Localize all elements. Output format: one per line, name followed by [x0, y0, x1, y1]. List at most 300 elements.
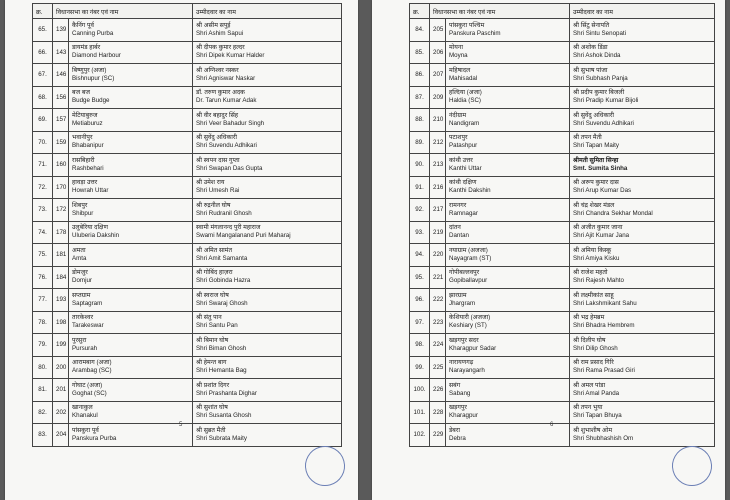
serial-number: 91.: [410, 176, 430, 199]
constituency-name-english: Kharagpur: [449, 412, 478, 420]
constituency-name-english: Arambag (SC): [72, 367, 112, 375]
table-row: [33, 176, 342, 199]
constituency-name-hindi: डोमजुर: [72, 269, 88, 277]
constituency-name-hindi: सप्तग्राम: [72, 291, 91, 299]
constituency-name: [69, 244, 193, 267]
candidate-name-hindi: श्री स्वराज घोष: [196, 291, 229, 299]
constituency-name-english: Saptagram: [72, 299, 103, 307]
constituency-name: [446, 199, 570, 222]
table-row: [410, 199, 715, 222]
candidate-name-hindi: श्री असीम सपुई: [196, 21, 231, 29]
constituency-name-hindi: डेबरा: [449, 426, 460, 434]
candidate-name-hindi: श्री तपन भुया: [573, 404, 603, 412]
constituency-name-english: Ramnagar: [449, 209, 478, 217]
constituency-name-hindi: बज बज: [72, 89, 90, 97]
constituency-name: [69, 86, 193, 109]
constituency-name-hindi: झारग्राम: [449, 291, 467, 299]
candidate-name-hindi: श्री तपन मैती: [573, 134, 602, 142]
document-page-right: [372, 0, 725, 500]
constituency-name-hindi: अमता: [72, 246, 86, 254]
candidate-name-hindi: श्री अमिया किस्कू: [573, 246, 612, 254]
constituency-name-english: Narayangarh: [449, 367, 485, 375]
serial-number: 100.: [410, 379, 430, 402]
constituency-number: 217: [430, 199, 446, 222]
table-row: [33, 244, 342, 267]
candidate-name: [570, 379, 715, 402]
constituency-name-hindi: रासबिहारी: [72, 156, 95, 164]
constituency-name: [446, 19, 570, 42]
constituency-name-hindi: मोयना: [449, 44, 463, 52]
candidate-name-english: Shri Agniswar Naskar: [196, 74, 256, 82]
table-row: [33, 41, 342, 64]
constituency-name-english: Pursurah: [72, 344, 98, 352]
candidate-name-english: Swami Mangalanand Puri Maharaj: [196, 232, 291, 240]
candidate-name: [193, 424, 342, 447]
constituency-name: [69, 356, 193, 379]
constituency-number: 160: [53, 154, 69, 177]
candidate-name-hindi: श्री सुब्रत मैती: [196, 426, 226, 434]
table-row: [33, 64, 342, 87]
table-row: [33, 221, 342, 244]
constituency-name-english: Tarakeswar: [72, 322, 104, 330]
constituency-name-hindi: खड़गपुर सदर: [449, 336, 479, 344]
table-row: [33, 266, 342, 289]
candidate-name-english: Shri Amiya Kisku: [573, 254, 620, 262]
constituency-name: [69, 199, 193, 222]
serial-number: 79.: [33, 334, 53, 357]
candidate-name-hindi: श्री अजीत कुमार जाना: [573, 224, 623, 232]
constituency-name-hindi: पांसकुरा पूर्व: [72, 426, 99, 434]
candidate-table-left: [32, 3, 342, 447]
constituency-name-hindi: सबंग: [449, 381, 461, 389]
constituency-name-hindi: हल्दिया (अजा): [449, 89, 482, 97]
constituency-name-english: Diamond Harbour: [72, 52, 121, 60]
constituency-name: [446, 266, 570, 289]
candidate-name-hindi: श्रीमती सुमिता सिन्हा: [573, 156, 619, 164]
serial-number: 66.: [33, 41, 53, 64]
table-row: [33, 379, 342, 402]
table-row: [410, 334, 715, 357]
constituency-name-english: Sabang: [449, 389, 471, 397]
constituency-number: 220: [430, 244, 446, 267]
constituency-name-english: Moyna: [449, 52, 468, 60]
table-row: [410, 64, 715, 87]
candidate-name-english: Shri Hemanta Bag: [196, 367, 247, 375]
constituency-number: 159: [53, 131, 69, 154]
candidate-name-hindi: श्री राम प्रसाद गिरि: [573, 359, 614, 367]
constituency-number: 213: [430, 154, 446, 177]
candidate-name-hindi: श्री संतु पान: [196, 314, 222, 322]
candidate-name: [193, 289, 342, 312]
constituency-name: [69, 154, 193, 177]
candidate-name-english: Shri Tapan Maity: [573, 142, 619, 150]
constituency-name: [446, 86, 570, 109]
table-row: [33, 401, 342, 424]
constituency-name-english: Dantan: [449, 232, 469, 240]
candidate-name: [570, 86, 715, 109]
constituency-name-hindi: डायमंड हार्बर: [72, 44, 101, 52]
serial-number: 83.: [33, 424, 53, 447]
table-row: [410, 424, 715, 447]
candidate-name-hindi: श्री प्रशांत दिगर: [196, 381, 230, 389]
candidate-name-english: Shri Tapan Bhuya: [573, 412, 622, 420]
constituency-number: 228: [430, 401, 446, 424]
constituency-name: [69, 334, 193, 357]
constituency-name: [69, 19, 193, 42]
constituency-name-english: Kharagpur Sadar: [449, 344, 497, 352]
constituency-name: [69, 424, 193, 447]
table-row: [410, 131, 715, 154]
constituency-name-english: Khanakul: [72, 412, 98, 420]
candidate-name: [570, 199, 715, 222]
candidate-name-english: Shri Veer Bahadur Singh: [196, 119, 265, 127]
constituency-name-hindi: मेटियाबुरुज: [72, 111, 98, 119]
candidate-name: [193, 401, 342, 424]
constituency-name: [69, 401, 193, 424]
serial-number: 94.: [410, 244, 430, 267]
serial-number: 80.: [33, 356, 53, 379]
serial-number: 71.: [33, 154, 53, 177]
serial-number: 74.: [33, 221, 53, 244]
candidate-name: [570, 334, 715, 357]
candidate-name: [570, 289, 715, 312]
candidate-name-english: Shri Subrata Maity: [196, 434, 247, 442]
document-page-left: [5, 0, 358, 500]
serial-number: 76.: [33, 266, 53, 289]
candidate-name: [570, 311, 715, 334]
candidate-name-english: Shri Chandra Sekhar Mondal: [573, 209, 653, 217]
candidate-name-english: Shri Suvendu Adhikari: [573, 119, 634, 127]
candidate-name-hindi: श्री अग्निश्वर नस्कर: [196, 66, 239, 74]
candidate-name-english: Shri Shubhashish Om: [573, 434, 634, 442]
constituency-name: [446, 64, 570, 87]
constituency-name-hindi: उलुबेरिया दक्षिण: [72, 224, 108, 232]
col-header-no: क्र.: [33, 4, 53, 19]
constituency-name-hindi: बिष्णुपुर (अजा): [72, 66, 107, 74]
serial-number: 89.: [410, 131, 430, 154]
candidate-name: [193, 154, 342, 177]
constituency-name-english: Haldia (SC): [449, 97, 481, 105]
table-row: [33, 334, 342, 357]
serial-number: 97.: [410, 311, 430, 334]
constituency-number: 200: [53, 356, 69, 379]
table-row: [410, 401, 715, 424]
constituency-name-english: Uluberia Dakshin: [72, 232, 120, 240]
constituency-name-hindi: गोघाट (अजा): [72, 381, 103, 389]
constituency-name-english: Bishnupur (SC): [72, 74, 115, 82]
serial-number: 78.: [33, 311, 53, 334]
table-row: [410, 154, 715, 177]
candidate-name-english: Shri Amal Panda: [573, 389, 620, 397]
constituency-name: [69, 221, 193, 244]
candidate-name-english: Shri Pradip Kumar Bijoli: [573, 97, 639, 105]
candidate-name: [193, 379, 342, 402]
candidate-name-english: Shri Arup Kumar Das: [573, 187, 632, 195]
constituency-number: 202: [53, 401, 69, 424]
constituency-number: 170: [53, 176, 69, 199]
constituency-name-hindi: कांथी दक्षिण: [449, 179, 477, 187]
constituency-name-hindi: महिषादल: [449, 66, 471, 74]
constituency-name: [69, 109, 193, 132]
candidate-name-english: Shri Ashok Dinda: [573, 52, 621, 60]
table-row: [410, 244, 715, 267]
candidate-name: [570, 154, 715, 177]
table-row: [33, 424, 342, 447]
constituency-name: [69, 64, 193, 87]
constituency-name-hindi: पांसकुरा पश्चिम: [449, 21, 485, 29]
candidate-name-hindi: श्री सिंटु सेनापति: [573, 21, 610, 29]
serial-number: 69.: [33, 109, 53, 132]
candidate-name-hindi: श्री दिलीप घोष: [573, 336, 606, 344]
candidate-name: [570, 109, 715, 132]
candidate-name-hindi: श्री सुवेंदु अधिकारी: [196, 134, 237, 142]
constituency-number: 206: [430, 41, 446, 64]
constituency-name-english: Metiaburuz: [72, 119, 103, 127]
serial-number: 81.: [33, 379, 53, 402]
constituency-name: [446, 356, 570, 379]
candidate-name-hindi: श्री चंद्र शेखर मंडल: [573, 201, 615, 209]
constituency-name-hindi: पुरसुरा: [72, 336, 87, 344]
constituency-name-english: Goghat (SC): [72, 389, 107, 397]
candidate-name-hindi: श्री राजेश महतो: [573, 269, 608, 277]
constituency-number: 172: [53, 199, 69, 222]
candidate-name-english: Shri Umesh Rai: [196, 187, 240, 195]
constituency-name-english: Kanthi Dakshin: [449, 187, 491, 195]
page-number: 6: [550, 422, 554, 428]
candidate-name-english: Shri Suvendu Adhikari: [196, 142, 257, 150]
constituency-name: [69, 131, 193, 154]
serial-number: 101.: [410, 401, 430, 424]
candidate-name-hindi: श्री वीर बहादुर सिंह: [196, 111, 239, 119]
constituency-name-hindi: शिबपुर: [72, 201, 88, 209]
table-row: [410, 379, 715, 402]
constituency-name-english: Shibpur: [72, 209, 94, 217]
constituency-name-english: Amta: [72, 254, 87, 262]
constituency-name-english: Nandigram: [449, 119, 480, 127]
constituency-number: 201: [53, 379, 69, 402]
constituency-name-english: Mahisadal: [449, 74, 478, 82]
candidate-name-english: Shri Ashim Sapui: [196, 29, 244, 37]
candidate-name: [193, 334, 342, 357]
constituency-name: [446, 379, 570, 402]
serial-number: 90.: [410, 154, 430, 177]
constituency-name-hindi: खड़गपुर: [449, 404, 467, 412]
constituency-number: 156: [53, 86, 69, 109]
candidate-name: [193, 244, 342, 267]
serial-number: 95.: [410, 266, 430, 289]
constituency-name: [446, 289, 570, 312]
table-row: [410, 19, 715, 42]
candidate-name: [193, 311, 342, 334]
constituency-name-english: Domjur: [72, 277, 92, 285]
candidate-name-hindi: श्री रुद्रनील घोष: [196, 201, 231, 209]
candidate-name-english: Shri Bhadra Hembrem: [573, 322, 635, 330]
serial-number: 86.: [410, 64, 430, 87]
table-row: [33, 131, 342, 154]
table-row: [410, 289, 715, 312]
constituency-number: 212: [430, 131, 446, 154]
constituency-number: 216: [430, 176, 446, 199]
constituency-name: [446, 109, 570, 132]
constituency-name-hindi: रामनगर: [449, 201, 467, 209]
candidate-name-english: Shri Ajit Kumar Jana: [573, 232, 630, 240]
col-header-no: क्र.: [410, 4, 430, 19]
constituency-name-hindi: खानाकुल: [72, 404, 93, 412]
serial-number: 77.: [33, 289, 53, 312]
constituency-name-hindi: केशियारी (अजजा): [449, 314, 491, 322]
constituency-name-hindi: नयाग्राम (अजजा): [449, 246, 488, 254]
constituency-name: [446, 154, 570, 177]
constituency-number: 184: [53, 266, 69, 289]
constituency-name: [446, 244, 570, 267]
constituency-number: 193: [53, 289, 69, 312]
constituency-number: 225: [430, 356, 446, 379]
serial-number: 87.: [410, 86, 430, 109]
constituency-name-english: Nayagram (ST): [449, 254, 492, 262]
constituency-name: [446, 221, 570, 244]
table-row: [410, 221, 715, 244]
constituency-name: [69, 176, 193, 199]
serial-number: 65.: [33, 19, 53, 42]
constituency-name: [446, 131, 570, 154]
candidate-name: [570, 401, 715, 424]
candidate-name-hindi: श्री स्वपन दास गुप्ता: [196, 156, 240, 164]
candidate-name-english: Shri Rajesh Mahto: [573, 277, 624, 285]
candidate-name-english: Shri Lakshmikant Sahu: [573, 299, 637, 307]
serial-number: 73.: [33, 199, 53, 222]
candidate-name-english: Shri Santu Pan: [196, 322, 238, 330]
serial-number: 84.: [410, 19, 430, 42]
constituency-number: 219: [430, 221, 446, 244]
candidate-name-hindi: श्री गोबिंद हाज़रा: [196, 269, 233, 277]
constituency-name: [446, 311, 570, 334]
serial-number: 93.: [410, 221, 430, 244]
constituency-name-english: Bhabanipur: [72, 142, 104, 150]
candidate-name: [193, 131, 342, 154]
candidate-name-english: Shri Gobinda Hazra: [196, 277, 251, 285]
constituency-number: 204: [53, 424, 69, 447]
constituency-number: 146: [53, 64, 69, 87]
candidate-name-english: Dr. Tarun Kumar Adak: [196, 97, 257, 105]
constituency-number: 221: [430, 266, 446, 289]
constituency-name-english: Kanthi Uttar: [449, 164, 482, 172]
col-header-candidate: उम्मीदवार का नाम: [193, 4, 342, 19]
candidate-name: [570, 176, 715, 199]
candidate-name-english: Shri Sintu Senopati: [573, 29, 626, 37]
serial-number: 98.: [410, 334, 430, 357]
constituency-number: 143: [53, 41, 69, 64]
candidate-name: [193, 266, 342, 289]
candidate-name-english: Shri Dipek Kumar Halder: [196, 52, 265, 60]
candidate-name-hindi: श्री बिमान घोष: [196, 336, 229, 344]
table-row: [33, 86, 342, 109]
candidate-name: [570, 131, 715, 154]
candidate-name: [193, 221, 342, 244]
serial-number: 99.: [410, 356, 430, 379]
serial-number: 70.: [33, 131, 53, 154]
table-row: [33, 154, 342, 177]
constituency-number: 222: [430, 289, 446, 312]
candidate-name-hindi: श्री लक्ष्मीकांत साहू: [573, 291, 614, 299]
constituency-name-hindi: तारकेश्वर: [72, 314, 94, 322]
constituency-name-english: Howrah Uttar: [72, 187, 109, 195]
constituency-name: [69, 379, 193, 402]
constituency-name-hindi: नारायणगढ़: [449, 359, 474, 367]
serial-number: 75.: [33, 244, 53, 267]
constituency-name: [69, 41, 193, 64]
candidate-name-english: Shri Amit Samanta: [196, 254, 248, 262]
candidate-name: [193, 356, 342, 379]
table-row: [410, 356, 715, 379]
constituency-number: 181: [53, 244, 69, 267]
candidate-name-english: Shri Susanta Ghosh: [196, 412, 252, 420]
constituency-name-english: Patashpur: [449, 142, 478, 150]
candidate-name: [193, 64, 342, 87]
constituency-number: 207: [430, 64, 446, 87]
constituency-name-hindi: भवानीपुर: [72, 134, 93, 142]
constituency-number: 224: [430, 334, 446, 357]
constituency-name-hindi: आरामबाग (अजा): [72, 359, 112, 367]
col-header-constituency: विधानसभा का नंबर एवं नाम: [430, 4, 570, 19]
table-row: [410, 266, 715, 289]
candidate-name: [570, 221, 715, 244]
constituency-number: 226: [430, 379, 446, 402]
candidate-name: [570, 19, 715, 42]
candidate-name-english: Shri Dilip Ghosh: [573, 344, 618, 352]
constituency-name-english: Jhargram: [449, 299, 476, 307]
col-header-constituency: विधानसभा का नंबर एवं नाम: [53, 4, 193, 19]
serial-number: 88.: [410, 109, 430, 132]
candidate-name-hindi: श्री अमित सामंत: [196, 246, 233, 254]
office-seal-stamp: [301, 442, 350, 491]
constituency-number: 223: [430, 311, 446, 334]
candidate-name-hindi: श्री उमेश राय: [196, 179, 225, 187]
candidate-name-english: Shri Swapan Das Gupta: [196, 164, 263, 172]
table-row: [410, 311, 715, 334]
table-row: [33, 311, 342, 334]
table-row: [410, 86, 715, 109]
candidate-name-hindi: श्री भद्र हेमब्रम: [573, 314, 605, 322]
candidate-name-english: Smt. Sumita Sinha: [573, 164, 628, 172]
office-seal-stamp: [668, 442, 717, 491]
table-row: [33, 109, 342, 132]
constituency-number: 198: [53, 311, 69, 334]
candidate-name-hindi: श्री अमल पांडा: [573, 381, 606, 389]
constituency-number: 178: [53, 221, 69, 244]
candidate-table-right: [409, 3, 715, 447]
constituency-name-hindi: नंदीग्राम: [449, 111, 467, 119]
table-row: [410, 176, 715, 199]
candidate-name: [193, 41, 342, 64]
serial-number: 92.: [410, 199, 430, 222]
candidate-name: [193, 199, 342, 222]
candidate-name-hindi: श्री शुभाशीष ओम: [573, 426, 613, 434]
candidate-name: [193, 176, 342, 199]
constituency-name: [69, 311, 193, 334]
constituency-name: [446, 401, 570, 424]
serial-number: 96.: [410, 289, 430, 312]
page-number: 5: [179, 422, 183, 428]
candidate-name: [570, 244, 715, 267]
constituency-number: 209: [430, 86, 446, 109]
constituency-name-hindi: कांथी उत्तर: [449, 156, 473, 164]
candidate-name-english: Shri Prashanta Dighar: [196, 389, 257, 397]
candidate-name-hindi: स्वामी मंगलानन्द पुरी महाराज: [196, 224, 261, 232]
candidate-name-hindi: श्री सुवेंदु अधिकारी: [573, 111, 614, 119]
constituency-number: 205: [430, 19, 446, 42]
candidate-name: [570, 41, 715, 64]
constituency-name: [446, 41, 570, 64]
